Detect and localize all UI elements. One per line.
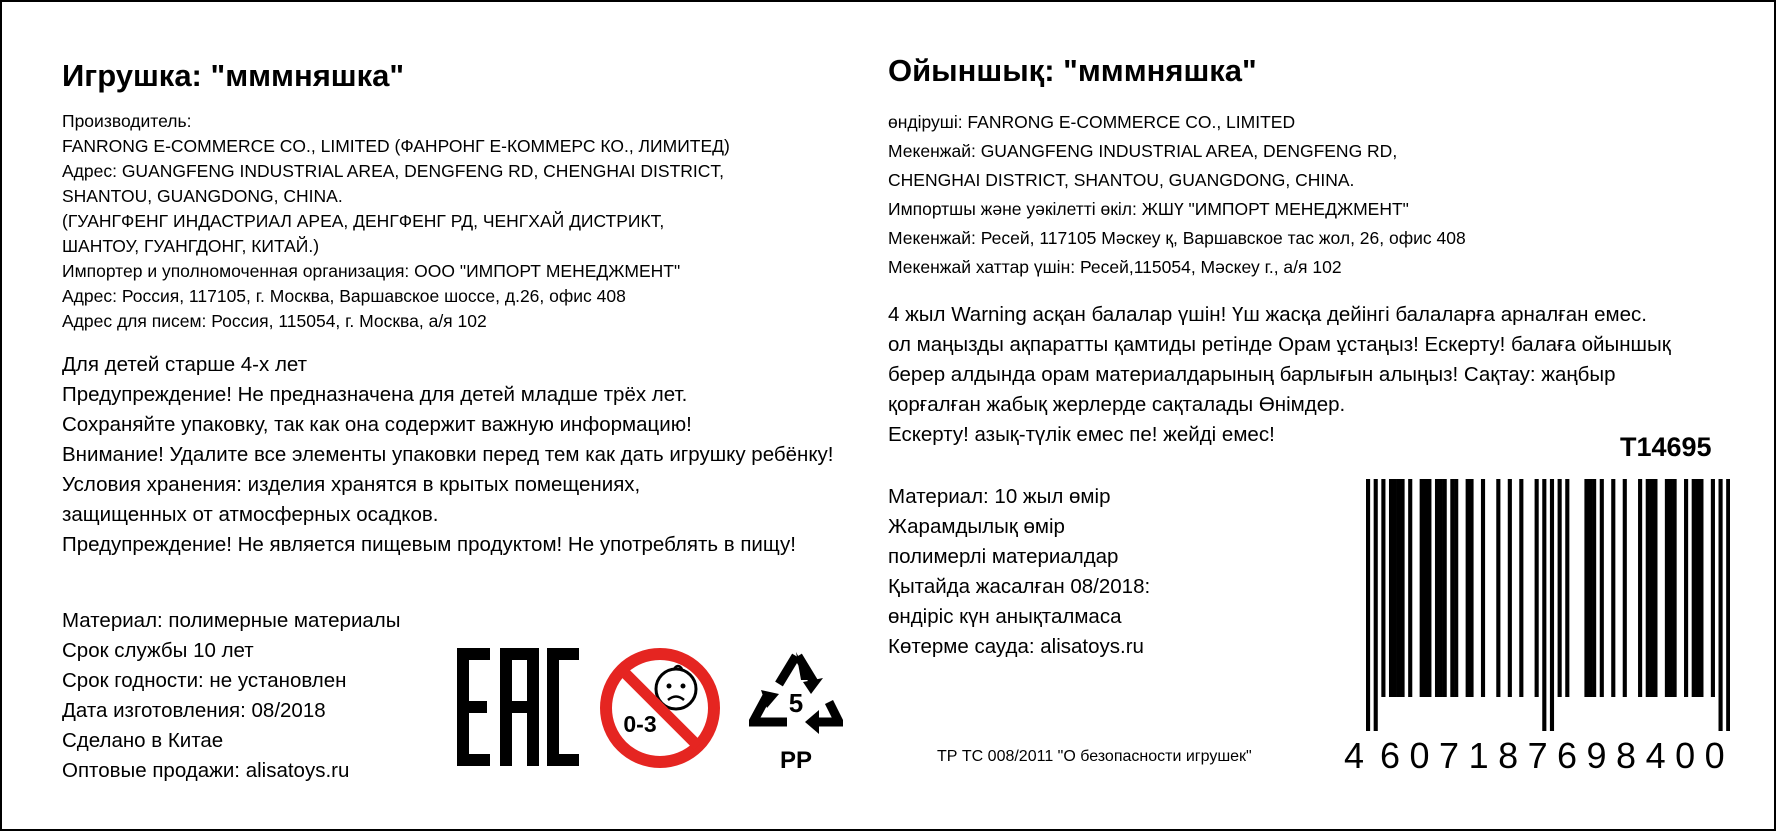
barcode-bar [1600, 479, 1604, 697]
kz-manufacturer-line: өндіруші: FANRONG E-COMMERCE CO., LIMITED [888, 112, 1296, 132]
barcode-digit-first: 4 [1344, 735, 1374, 776]
kz-spec-line: Материал: 10 жыл өмір [888, 485, 1111, 508]
age-restriction-text: 0-3 [623, 711, 657, 737]
ru-spec-line: Оптовые продажи: alisatoys.ru [62, 759, 350, 782]
ru-warning-line: Сохраняйте упаковку, так как она содержит важную информацию! [62, 413, 692, 436]
barcode-bar [1588, 479, 1592, 697]
barcode-bar [1400, 479, 1404, 697]
barcode-bar [1650, 479, 1654, 697]
ru-manufacturer-line: Адрес: GUANGFENG INDUSTRIAL AREA, DENGFENG RD, CHENGHAI DISTRICT, [62, 161, 725, 181]
ru-spec-line: Дата изготовления: 08/2018 [62, 699, 326, 722]
barcode-bar [1427, 479, 1431, 697]
barcode-bar [1592, 479, 1596, 697]
ru-spec-line: Срок службы 10 лет [62, 639, 254, 662]
barcode-bar [1653, 479, 1657, 697]
barcode-bar [1393, 479, 1397, 697]
barcode-bar [1692, 479, 1696, 697]
barcode-bar [1450, 479, 1454, 697]
recycle-code: PP [779, 747, 813, 774]
kz-warnings-block [888, 300, 1671, 450]
ru-warning-line: Условия хранения: изделия хранятся в крытых помещениях, [62, 473, 641, 496]
barcode-bar [1696, 479, 1700, 697]
kz-manufacturer-line: Мекенжай: GUANGFENG INDUSTRIAL AREA, DENGFENG RD, [888, 141, 1398, 161]
kz-manufacturer-line: Мекенжай хаттар үшін: Ресей,115054, Мәскеу г., а/я 102 [888, 257, 1342, 277]
barcode-bar [1542, 479, 1546, 731]
ru-specs-block [62, 606, 401, 786]
kz-spec-line: Жарамдылық өмір [888, 515, 1065, 538]
barcode-bar [1665, 479, 1669, 697]
ru-spec-line: Сделано в Китае [62, 729, 224, 752]
ru-warnings-block [62, 350, 833, 560]
kz-spec-line: Қытайда жасалған 08/2018: [888, 575, 1151, 598]
barcode-bar [1366, 479, 1370, 731]
barcode-bar [1584, 479, 1588, 697]
kz-spec-line: өндіріс күн анықталмаса [888, 605, 1122, 628]
barcode-bar [1374, 479, 1378, 731]
barcode-bar [1673, 479, 1677, 697]
ru-warning-line: Предупреждение! Не предназначена для детей младше трёх лет. [62, 383, 688, 406]
kz-title: Ойыншық: "мммняшка" [888, 53, 1257, 88]
barcode-bar [1443, 479, 1447, 697]
barcode-digits-left: 607187 [1380, 735, 1558, 776]
not-for-children-0-3-icon [598, 646, 722, 770]
ru-manufacturer-line: Адрес для писем: Россия, 115054, г. Москва, а/я 102 [62, 311, 487, 331]
ru-warning-line: Предупреждение! Не является пищевым продуктом! Не употреблять в пищу! [62, 533, 796, 556]
barcode-bar [1496, 479, 1500, 697]
barcode-bar [1481, 479, 1485, 697]
ru-title: Игрушка: "мммняшка" [62, 58, 405, 93]
kz-manufacturer-block [888, 108, 1466, 282]
kz-warning-line: берер алдында орам материалдарының барлығын алыңыз! Сақтау: жаңбыр [888, 363, 1616, 386]
barcode-bar [1565, 479, 1569, 697]
kz-specs-block [888, 482, 1150, 662]
barcode-bar [1699, 479, 1703, 697]
kz-manufacturer-line: Мекенжай: Ресей, 117105 Мәскеу қ, Варшавское тас жол, 26, офис 408 [888, 228, 1466, 248]
barcode-bar [1381, 479, 1385, 697]
kz-manufacturer-line: Импортшы және уәкілетті өкіл: ЖШҮ "ИМПОРТ МЕНЕДЖМЕНТ" [888, 199, 1409, 219]
barcode-bar [1684, 479, 1688, 697]
barcode-bar [1389, 479, 1393, 697]
ru-manufacturer-line: SHANTOU, GUANGDONG, CHINA. [62, 186, 343, 206]
barcode-bar [1435, 479, 1439, 697]
barcode-bar [1669, 479, 1673, 697]
barcode-bar [1535, 479, 1539, 697]
standard-reference: ТР ТС 008/2011 "О безопасности игрушек" [937, 748, 1252, 765]
barcode-bar [1423, 479, 1427, 697]
kz-warning-line: қорғалған жабық жерлерде сақталады Өнімдер. [888, 393, 1346, 416]
ru-manufacturer-line: ШАНТОУ, ГУАНГДОНГ, КИТАЙ.) [62, 236, 320, 256]
barcode-bar [1439, 479, 1443, 697]
barcode-bar [1397, 479, 1401, 697]
barcode-bar [1466, 479, 1470, 697]
barcode-bar [1508, 479, 1512, 697]
barcode-bar [1519, 479, 1523, 697]
kz-spec-line: полимерлі материалдар [888, 545, 1119, 568]
barcode-bar [1550, 479, 1554, 731]
kz-warning-line: ол маңызды ақпаратты қамтиды ретінде Орам ұстаңыз! Ескерту! балаға ойыншық [888, 333, 1671, 356]
ru-warning-line: защищенных от атмосферных осадков. [62, 503, 439, 526]
barcode-digits-right: 698400 [1557, 735, 1735, 776]
ru-spec-line: Срок годности: не установлен [62, 669, 347, 692]
barcode-bar [1623, 479, 1627, 697]
ru-warning-line: Для детей старше 4-х лет [62, 353, 308, 376]
barcode-bar [1558, 479, 1562, 697]
barcode-bar [1711, 479, 1715, 697]
ru-manufacturer-line: Импортер и уполномоченная организация: ООО "ИМПОРТ МЕНЕДЖМЕНТ" [62, 261, 681, 281]
barcode-bar [1408, 479, 1412, 697]
barcode-bar [1719, 479, 1723, 731]
article-number: T14695 [1620, 432, 1712, 462]
barcode-bar [1638, 479, 1642, 697]
barcode-bar [1646, 479, 1650, 697]
kz-warning-line: Ескерту! азық-түлік емес пе! жейді емес! [888, 423, 1275, 446]
ru-manufacturer-line: Производитель: [62, 111, 192, 131]
kz-spec-line: Көтерме сауда: alisatoys.ru [888, 635, 1144, 658]
ru-manufacturer-block [62, 109, 730, 334]
ru-manufacturer-line: (ГУАНГФЕНГ ИНДАСТРИАЛ АРЕА, ДЕНГФЕНГ РД, ЧЕНГХАЙ ДИСТРИКТ, [62, 211, 665, 231]
barcode-bar [1726, 479, 1730, 731]
ru-warning-line: Внимание! Удалите все элементы упаковки перед тем как дать игрушку ребёнку! [62, 443, 834, 466]
recycle-number: 5 [788, 688, 804, 718]
barcode [1366, 479, 1730, 731]
kz-manufacturer-line: CHENGHAI DISTRICT, SHANTOU, GUANGDONG, CHINA. [888, 170, 1355, 190]
barcode-bar [1469, 479, 1473, 697]
barcode-bar [1611, 479, 1615, 697]
eac-icon [457, 648, 579, 766]
barcode-bar [1454, 479, 1458, 697]
ru-manufacturer-line: Адрес: Россия, 117105, г. Москва, Варшавское шоссе, д.26, офис 408 [62, 286, 626, 306]
recycle-pp-icon [749, 650, 843, 776]
ru-manufacturer-line: FANRONG E-COMMERCE CO., LIMITED (ФАНРОНГ Е-КОММЕРС КО., ЛИМИТЕД) [62, 136, 730, 156]
ru-spec-line: Материал: полимерные материалы [62, 609, 401, 632]
kz-warning-line: 4 жыл Warning асқан балалар үшін! Үш жасқа дейінгі балаларға арналған емес. [888, 303, 1647, 326]
barcode-bar [1420, 479, 1424, 697]
